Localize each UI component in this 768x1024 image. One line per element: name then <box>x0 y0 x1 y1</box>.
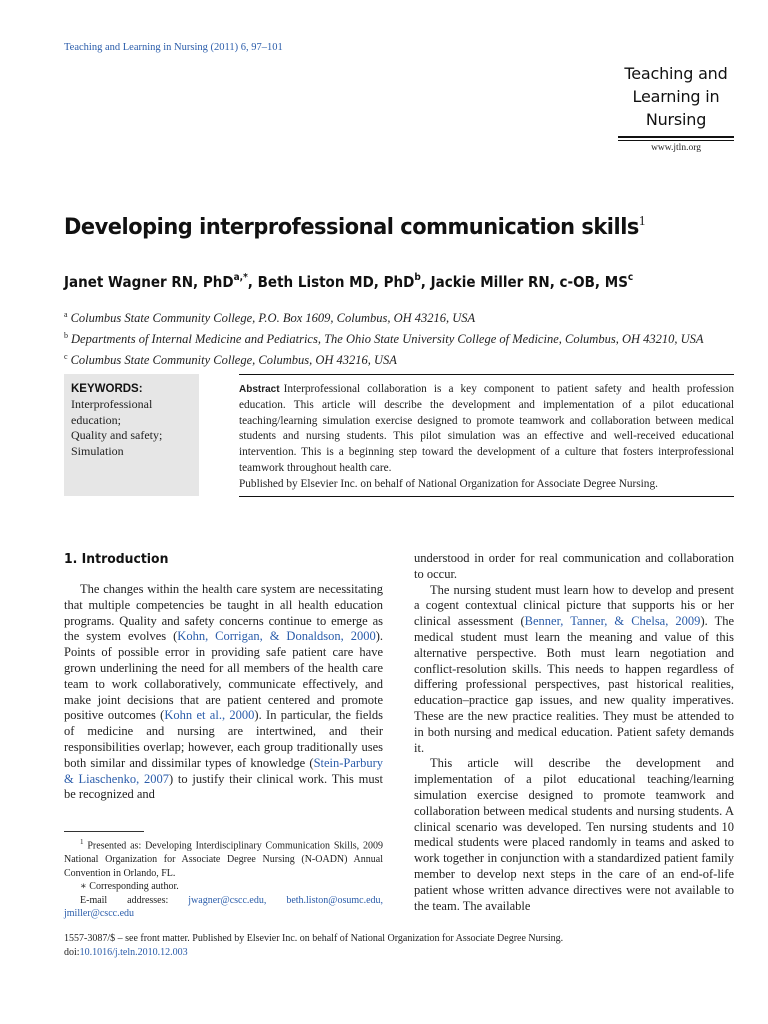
author-name: Jackie Miller RN, c-OB, MS <box>430 273 628 291</box>
left-column <box>64 582 383 803</box>
affiliation-text: Columbus State Community College, Columbus, OH 43216, USA <box>70 353 397 367</box>
email-addresses <box>64 894 383 921</box>
abstract-label: Abstract <box>239 384 280 395</box>
journal-name-line-2: Learning in <box>632 87 720 106</box>
author-list: Janet Wagner RN, PhD$^{a,*}$, Beth Liston MD, PhD$^b$, Jackie Miller RN, c-OB, $MS^c$ <box>64 272 634 291</box>
affiliation-mark: c <box>64 352 68 361</box>
abstract-bottom-rule <box>239 496 734 497</box>
text-run: ). Points of possible error in providing safe patient care have grown underlining the need for all members of the health care team to work collaboratively, communicate effectively, and make joint decisions that are patient centered and promote positive outcomes ( <box>64 629 383 723</box>
text-run: The changes within the health care system are necessitating that multiple competencies be taught in all health education programs. Quality and safety concerns continue to emerge as the system evolves ( <box>64 582 383 644</box>
keywords-heading: KEYWORDS: <box>71 383 143 395</box>
title-text: Developing interprofessional communication skills <box>64 214 639 240</box>
reference-link[interactable]: Benner, Tanner, & Chelsa, 2009 <box>524 614 701 629</box>
abstract-body <box>239 382 734 477</box>
issn-line: 1557-3087/$ – see front matter. Published by Elsevier Inc. on behalf of National Organization for Associate Degree Nursing. <box>64 933 564 944</box>
journal-name-line-1: Teaching and <box>624 64 728 83</box>
corresponding-author: ∗ Corresponding author. <box>80 881 179 893</box>
logo-rule-thin <box>618 140 734 141</box>
text-run: ). The medical student must learn the meaning and value of this alternative perspective. Both must learn negotiation and conflict-resolution skills. This needs to happen regardless of differing professional perspectives, past historical realities, education–practice gap issues, and new quality imperatives. These are the new practice realities. They must be attended to in both nursing and medical education. Patient safety demands it. <box>414 614 735 755</box>
reference-link[interactable]: Stein-Parbury & Liaschenko, 2007 <box>64 755 383 786</box>
keyword: education; <box>71 412 121 427</box>
footnote <box>64 836 383 880</box>
email-label: E-mail addresses: <box>80 894 169 906</box>
journal-url[interactable]: www.jtln.org <box>651 143 701 153</box>
abstract-text: Interprofessional collaboration is a key component to patient safety and health profession education. This article will describe the development and implementation of a pilot educational teaching/learning simulation exercise designed to promote teamwork and collaboration between medical students and nursing students. This pilot simulation was an effective and well-received educational intervention. This is a beginning step toward the development of a culture that fosters interprofessional teamwork throughout health care. <box>239 383 734 474</box>
abstract <box>239 382 734 493</box>
footnote-rule <box>64 831 144 832</box>
title-footnote-mark: 1 <box>638 214 645 229</box>
author-marks: c <box>627 272 634 283</box>
affiliation-text: Departments of Internal Medicine and Pediatrics, The Ohio State University College of Medicine, Columbus, OH 43210, USA <box>71 332 704 346</box>
journal-citation[interactable]: Teaching and Learning in Nursing (2011) 6, 97–101 <box>64 42 283 53</box>
affiliation-text: Columbus State Community College, P.O. Box 1609, Columbus, OH 43216, USA <box>70 311 476 325</box>
abstract-top-rule <box>239 374 734 375</box>
author-name: Beth Liston MD, PhD <box>257 273 415 291</box>
text-run: ). In particular, the fields of medicine and nursing are intertwined, and their responsibilities overlap; however, each group traditionally uses both similar and dissimilar types of knowledge ( <box>64 708 383 770</box>
page-footer <box>64 932 563 960</box>
paragraph <box>64 582 383 803</box>
footnote-text: Presented as: Developing Interdisciplinary Communication Skills, 2009 National Organization for Associate Degree Nursing (N-OADN) Annual Convention in Orlando, FL. <box>64 840 384 879</box>
author-name: Janet Wagner RN, PhD <box>64 273 234 291</box>
section-heading: 1. Introduction <box>64 551 169 567</box>
journal-logo <box>618 62 734 141</box>
text-run: ) to justify their clinical work. This must be recognized and <box>64 771 383 802</box>
paragraph <box>414 583 734 757</box>
affiliations <box>64 306 704 369</box>
keyword: Interprofessional <box>71 397 153 411</box>
footnote-mark: 1 <box>80 838 84 846</box>
right-column <box>414 551 734 914</box>
doi-line <box>64 946 563 960</box>
journal-name-line-3: Nursing <box>645 110 707 129</box>
keyword: Quality and safety; <box>71 428 163 442</box>
article-title <box>64 214 645 240</box>
author-marks: a,* <box>233 272 248 283</box>
affiliation-mark: a <box>64 310 68 319</box>
doi-link[interactable]: 10.1016/j.teln.2010.12.003 <box>79 947 188 958</box>
logo-rule-thick <box>618 136 734 138</box>
text-run: The nursing student must learn how to develop and present a cogent contextual clinical picture that supports his or her clinical assessment ( <box>414 582 734 629</box>
footnotes <box>64 836 383 921</box>
reference-link[interactable]: Kohn, Corrigan, & Donaldson, 2000 <box>177 629 376 644</box>
doi-label: doi: <box>64 947 80 958</box>
email-links[interactable]: jwagner@cscc.edu, beth.liston@osumc.edu, jmiller@cscc.edu <box>64 894 384 920</box>
paragraph: understood in order for real communication and collaboration to occur. <box>414 551 734 581</box>
affiliation <box>64 348 704 369</box>
affiliation <box>64 306 704 327</box>
keywords-box <box>64 374 199 496</box>
abstract-publisher: Published by Elsevier Inc. on behalf of National Organization for Associate Degree Nursing. <box>239 477 658 490</box>
affiliation <box>64 327 704 348</box>
paragraph: This article will describe the development and implementation of a pilot educational teaching/learning simulation exercise designed to promote teamwork and collaboration between medical students and nursing students. A clinical scenario was developed. Ten nursing students and 10 medical students were placed randomly in teams and asked to work together in conjunction with a standardized patient family member to develop next steps in the care of an end-of-life patient whose written advance directives were not available to the team. The available <box>414 756 734 913</box>
keyword: Simulation <box>71 443 124 458</box>
reference-link[interactable]: Kohn et al., 2000 <box>164 708 255 723</box>
affiliation-mark: b <box>64 331 68 340</box>
author-marks: b <box>414 272 421 283</box>
